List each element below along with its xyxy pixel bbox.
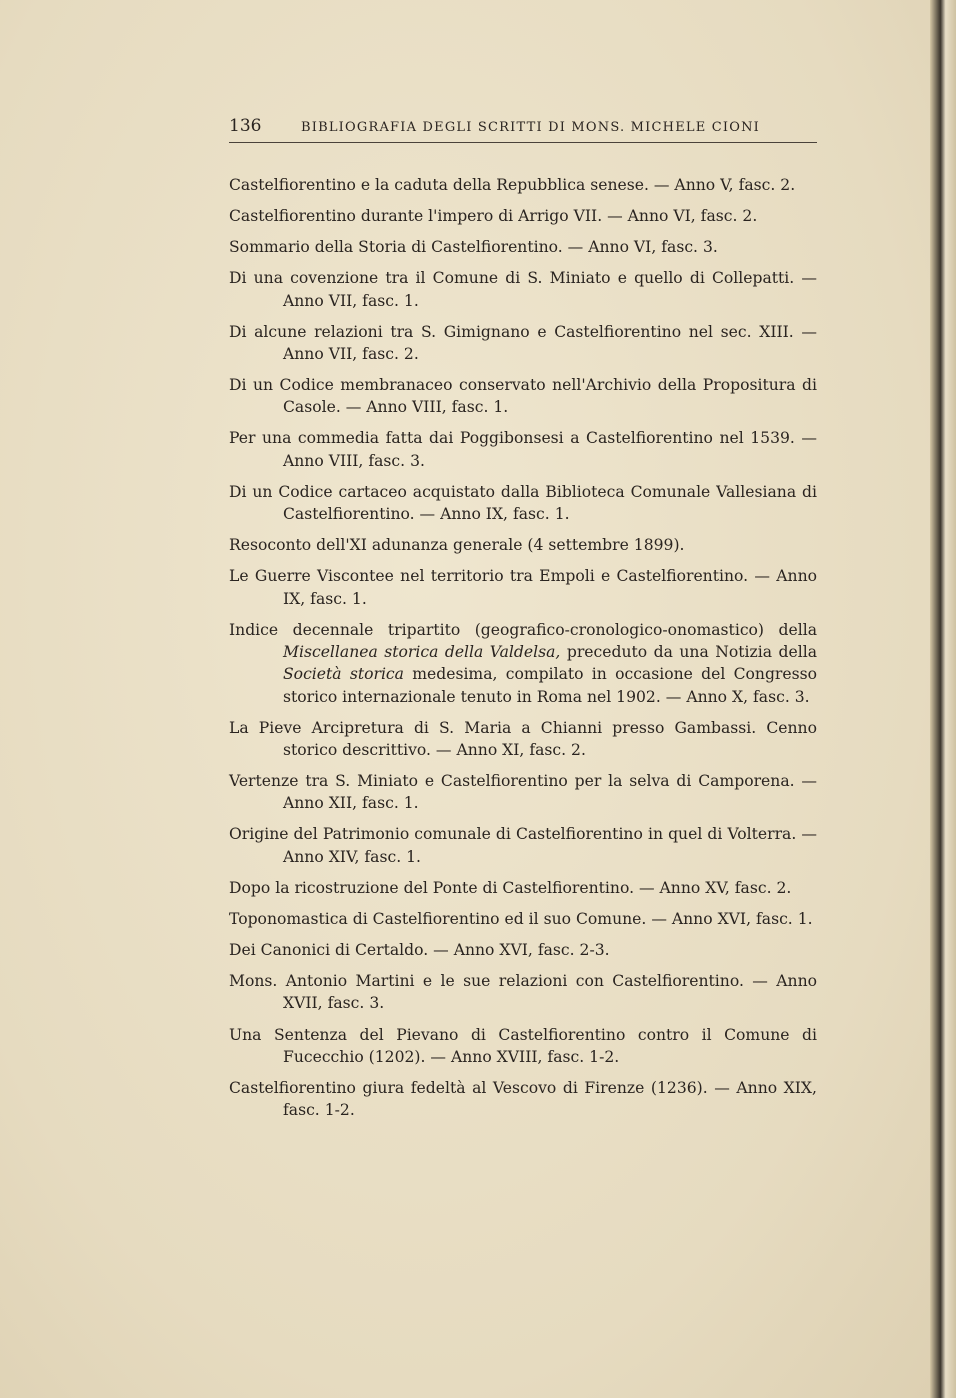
- bibliography-entry: Resoconto dell'XI adunanza generale (4 settembre 1899).: [229, 536, 685, 555]
- bibliography-entry: Castelfiorentino durante l'impero di Arrigo VII. — Anno VI, fasc. 2.: [229, 207, 758, 226]
- bibliography-entry: Le Guerre Viscontee nel territorio tra Empoli e Castelfiorentino. — Anno IX, fasc. 1.: [229, 567, 817, 608]
- page-header: [229, 116, 817, 140]
- bibliography-entry: Toponomastica di Castelfiorentino ed il suo Comune. — Anno XVI, fasc. 1.: [229, 909, 813, 928]
- bibliography-entry: Sommario della Storia di Castelfiorentino. — Anno VI, fasc. 3.: [229, 238, 718, 257]
- bibliography-entry: Mons. Antonio Martini e le sue relazioni con Castelfiorentino. — Anno XVII, fasc. 3.: [229, 972, 817, 1013]
- entry-text: medesima, compilato in occasione del Congresso storico internazionale tenuto in Roma nel 1902. — Anno X, fasc. 3.: [283, 665, 817, 706]
- bibliography-entry: Origine del Patrimonio comunale di Castelfiorentino in quel di Volterra. — Anno XIV, fasc. 1.: [229, 825, 817, 866]
- bibliography-entry: Per una commedia fatta dai Poggibonsesi a Castelfiorentino nel 1539. — Anno VIII, fasc. 3.: [229, 429, 817, 470]
- entry-text: preceduto da una Notizia della: [560, 643, 817, 662]
- header-rule: [229, 142, 817, 143]
- bibliography-entry: Di un Codice membranaceo conservato nell'Archivio della Propositura di Casole. — Anno VIII, fasc. 1.: [229, 376, 817, 417]
- bibliography-entry: Castelfiorentino e la caduta della Repubblica senese. — Anno V, fasc. 2.: [229, 176, 796, 194]
- bibliography-entry: Di un Codice cartaceo acquistato dalla Biblioteca Comunale Vallesiana di Castelfiorentino. — Anno IX, fasc. 1.: [229, 482, 817, 524]
- bibliography-entry: Castelfiorentino giura fedeltà al Vescovo di Firenze (1236). — Anno XIX, fasc. 1-2.: [229, 1078, 817, 1120]
- page-number: 136: [229, 116, 262, 136]
- bibliography-entry: Di una covenzione tra il Comune di S. Miniato e quello di Collepatti. — Anno VII, fasc. 1.: [229, 269, 817, 310]
- bibliography-list: [229, 174, 817, 1130]
- bibliography-entry: Dei Canonici di Certaldo. — Anno XVI, fasc. 2-3.: [229, 941, 610, 960]
- bibliography-entry: [229, 619, 817, 708]
- bibliography-entry: Vertenze tra S. Miniato e Castelfiorentino per la selva di Camporena. — Anno XII, fasc. 1.: [229, 772, 817, 813]
- bibliography-entry: La Pieve Arcipretura di S. Maria a Chianni presso Gambassi. Cenno storico descrittivo. — Anno XI, fasc. 2.: [229, 718, 817, 759]
- book-spine-edge: [930, 0, 956, 1398]
- journal-title: Miscellanea storica della Valdelsa,: [283, 643, 561, 662]
- society-name: Società storica: [283, 665, 404, 684]
- bibliography-entry: Una Sentenza del Pievano di Castelfiorentino contro il Comune di Fucecchio (1202). — Anno XVIII, fasc. 1-2.: [229, 1025, 817, 1066]
- entry-text: Indice decennale tripartito (geografico-cronologico-onomastico) della: [229, 620, 817, 639]
- bibliography-entry: Dopo la ricostruzione del Ponte di Castelfiorentino. — Anno XV, fasc. 2.: [229, 878, 792, 897]
- running-title: BIBLIOGRAFIA DEGLI SCRITTI DI MONS. MICHELE CIONI: [301, 120, 760, 135]
- bibliography-entry: Di alcune relazioni tra S. Gimignano e Castelfiorentino nel sec. XIII. — Anno VII, fasc. 2.: [229, 322, 817, 363]
